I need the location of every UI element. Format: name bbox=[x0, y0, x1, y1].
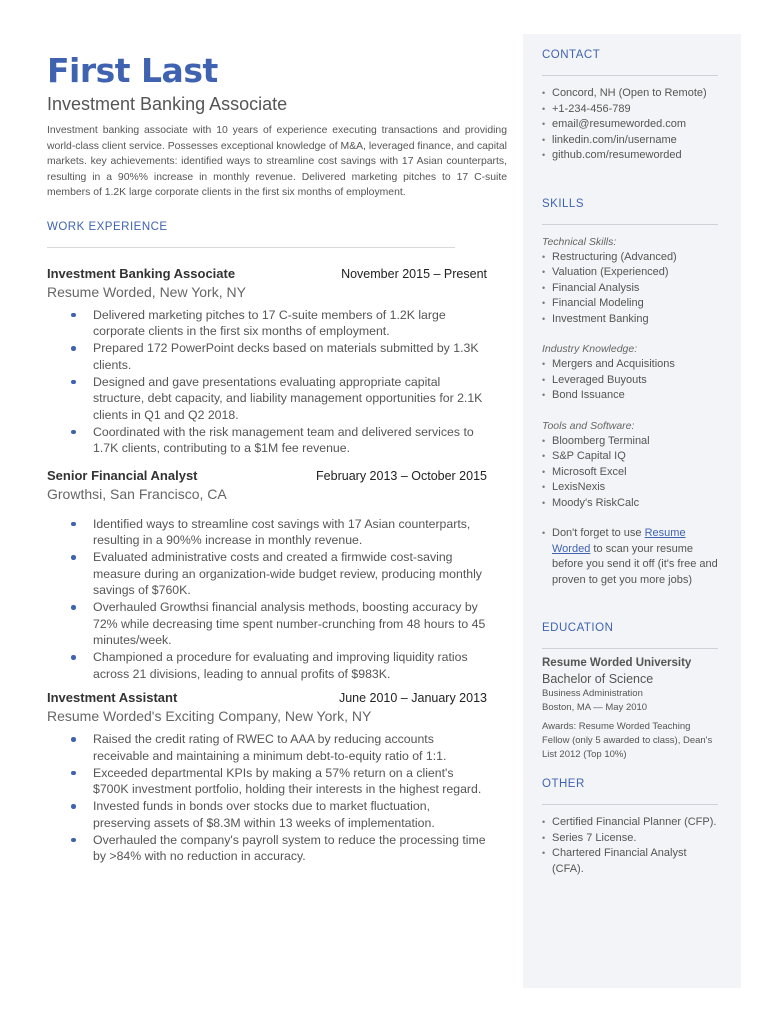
tools-label: Tools and Software: bbox=[542, 419, 635, 432]
job-company: Resume Worded's Exciting Company, New York, NY bbox=[47, 708, 372, 724]
skill-item: • Financial Analysis bbox=[542, 281, 718, 297]
bullet-item: Prepared 172 PowerPoint decks based on materials submitted by 1.3K clients. bbox=[93, 340, 487, 373]
work-experience-heading: WORK EXPERIENCE bbox=[47, 221, 455, 248]
tip-suffix: to scan your resume before you send it off (it's free and proven to get you more jobs) bbox=[552, 542, 718, 586]
summary-paragraph: Investment banking associate with 10 years of experience executing transactions and providing world-class client service. Possesses exceptional knowledge of M&A, leveraged finance, and capital markets. key achievements: identified ways to streamline cost savings with 17 Asian counterparts, resulting in a 90%% increase in monthly revenue. Delivered marketing pitches to 17 C-suite members of 1.2K large corporate clients in the first six months of employment. bbox=[47, 125, 507, 198]
bullet-item: Raised the credit rating of RWEC to AAA by reducing accounts receivable and maintaining a minimum debt-to-equity ratio of 1:1. bbox=[93, 731, 487, 764]
sidebar bbox=[523, 34, 741, 988]
resume-tip bbox=[542, 526, 718, 588]
skill-item: • Microsoft Excel bbox=[542, 465, 718, 481]
education-awards: Awards: Resume Worded Teaching Fellow (only 5 awarded to class), Dean's List 2012 (Top 10%) bbox=[542, 721, 713, 760]
tip-text bbox=[542, 526, 718, 588]
education-school: Resume Worded University bbox=[542, 657, 692, 669]
skill-item: • Restructuring (Advanced) bbox=[542, 250, 718, 266]
industry-knowledge-list bbox=[542, 357, 718, 404]
job-bullets bbox=[47, 731, 487, 865]
bullet-item: Championed a procedure for evaluating and improving liquidity ratios across 21 divisions, leading to annual profits of $983K. bbox=[93, 649, 487, 682]
job-bullets bbox=[47, 307, 487, 457]
job-role: Senior Financial Analyst bbox=[47, 467, 198, 483]
bullet-item: Exceeded departmental KPIs by making a 57% return on a client's $700K investment portfolio, holding their interests in the highest regard. bbox=[93, 765, 487, 798]
job-dates: June 2010 – January 2013 bbox=[338, 691, 487, 705]
bullet-item: Evaluated administrative costs and created a firmwide cost-saving measure during an organization-wide budget review, producing monthly savings of $760K. bbox=[93, 549, 487, 599]
bullet-item: Identified ways to streamline cost savings with 17 Asian counterparts, resulting in a 90%% increase in monthly revenue. bbox=[93, 516, 487, 549]
contact-linkedin[interactable]: • linkedin.com/in/username bbox=[542, 133, 718, 149]
contact-phone: • +1-234-456-789 bbox=[542, 102, 718, 118]
bullet-item: Overhauled the company's payroll system to reduce the processing time by >84% with no reduction in accuracy. bbox=[93, 832, 486, 863]
skill-item: • S&P Capital IQ bbox=[542, 449, 718, 465]
job-dates: November 2015 – Present bbox=[341, 266, 487, 281]
skill-item: • Investment Banking bbox=[542, 312, 718, 328]
skill-item: • LexisNexis bbox=[542, 480, 718, 496]
contact-location: • Concord, NH (Open to Remote) bbox=[542, 86, 718, 102]
education-heading: EDUCATION bbox=[542, 622, 718, 649]
education-location-date: Boston, MA — May 2010 bbox=[542, 702, 648, 713]
skill-item: • Financial Modeling bbox=[542, 296, 718, 312]
education-field: Business Administration bbox=[542, 688, 643, 699]
skill-item: • Moody's RiskCalc bbox=[542, 496, 718, 512]
other-item: • Certified Financial Planner (CFP). bbox=[542, 815, 718, 831]
job-company: Resume Worded, New York, NY bbox=[47, 283, 246, 300]
job-entry bbox=[47, 468, 487, 683]
bullet-item: Coordinated with the risk management team and delivered services to 1.7K clients, contributing to a $1M fee revenue. bbox=[93, 424, 487, 457]
skill-item: • Bloomberg Terminal bbox=[542, 434, 718, 450]
job-bullets bbox=[47, 516, 487, 683]
other-heading: OTHER bbox=[542, 778, 718, 805]
other-list bbox=[542, 815, 718, 877]
job-role: Investment Assistant bbox=[47, 690, 178, 705]
industry-knowledge-label: Industry Knowledge: bbox=[542, 343, 638, 355]
skill-item: • Mergers and Acquisitions bbox=[542, 357, 718, 373]
other-item: • Series 7 License. bbox=[542, 831, 718, 847]
technical-skills-label: Technical Skills: bbox=[542, 235, 617, 248]
resume-worded-link[interactable]: Resume Worded bbox=[552, 527, 686, 555]
contact-list bbox=[542, 86, 718, 164]
job-entry bbox=[47, 266, 487, 457]
education-degree: Bachelor of Science bbox=[542, 672, 654, 686]
main-column bbox=[47, 52, 507, 865]
bullet-item: Delivered marketing pitches to 17 C-suite members of 1.2K large corporate clients in the first six months of employment. bbox=[93, 307, 487, 340]
bullet-item: Designed and gave presentations evaluating appropriate capital structure, debt capacity, and liability management opportunities for 2.1K clients in Q1 and Q2 2018. bbox=[93, 374, 487, 424]
bullet-item: Invested funds in bonds over stocks due to market fluctuation, preserving assets of $8.3M within 13 weeks of implementation. bbox=[93, 798, 487, 831]
sidebar-content bbox=[542, 49, 718, 877]
other-item: • Chartered Financial Analyst (CFA). bbox=[542, 846, 718, 877]
contact-github[interactable]: • github.com/resumeworded bbox=[542, 148, 718, 164]
job-dates: February 2013 – October 2015 bbox=[316, 468, 487, 483]
technical-skills-list bbox=[542, 250, 718, 328]
contact-heading: CONTACT bbox=[542, 49, 718, 76]
tools-list bbox=[542, 434, 718, 512]
job-role: Investment Banking Associate bbox=[47, 265, 236, 281]
job-company: Growthsi, San Francisco, CA bbox=[47, 485, 227, 502]
contact-email[interactable]: • email@resumeworded.com bbox=[542, 117, 718, 133]
tip-prefix: Don't forget to use bbox=[552, 527, 645, 539]
job-list bbox=[47, 266, 507, 865]
skill-item: • Bond Issuance bbox=[542, 388, 718, 404]
skill-item: • Valuation (Experienced) bbox=[542, 265, 718, 281]
skill-item: • Leveraged Buyouts bbox=[542, 373, 718, 389]
skills-heading: SKILLS bbox=[542, 198, 718, 225]
bullet-item: Overhauled Growthsi financial analysis methods, boosting accuracy by 72% while decreasing time spent number-crunching from 48 hours to 45 minutes/week. bbox=[93, 600, 486, 647]
candidate-title: Investment Banking Associate bbox=[47, 94, 288, 114]
job-entry bbox=[47, 690, 487, 865]
candidate-name: First Last bbox=[47, 51, 218, 90]
